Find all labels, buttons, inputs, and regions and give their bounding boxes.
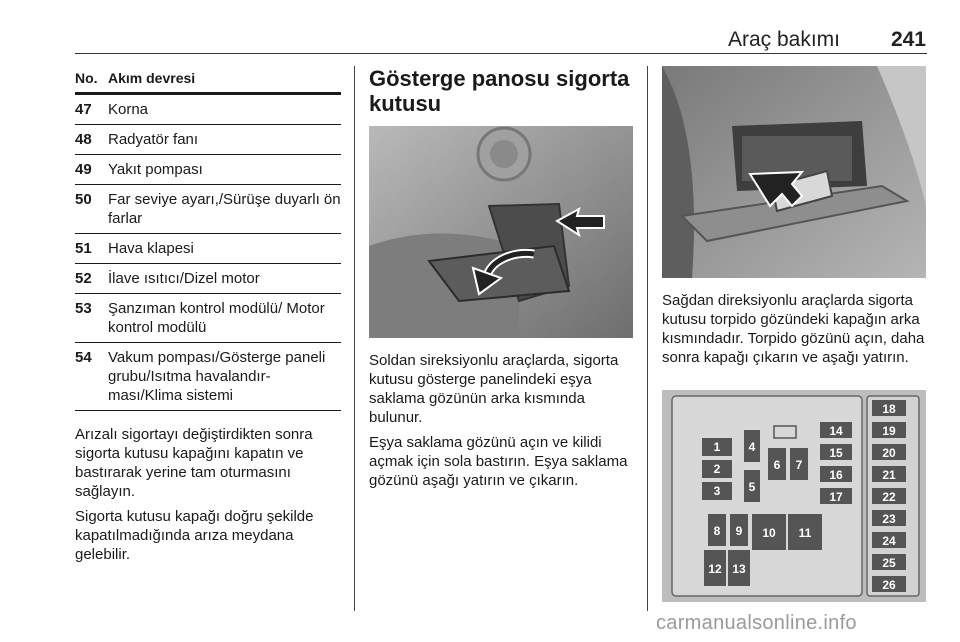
fuse-number: 53 bbox=[75, 300, 92, 317]
header-rule bbox=[75, 53, 927, 54]
fuse-number: 47 bbox=[75, 101, 92, 118]
fuse-circuit: Hava klapesi bbox=[108, 240, 194, 257]
fuse-number: 52 bbox=[75, 270, 92, 287]
fuse-label: 24 bbox=[882, 534, 896, 548]
fuse-label: 10 bbox=[762, 526, 776, 540]
table-row bbox=[75, 125, 341, 155]
glovebox-rhd-photo bbox=[662, 66, 926, 278]
fuse-label: 15 bbox=[829, 446, 843, 460]
fuse-circuit: Vakum pompası/Gösterge paneli grubu/Isıtma havalandır-ması/Klima sistemi bbox=[108, 349, 326, 404]
fuse-table-header bbox=[75, 64, 341, 95]
fuse-circuit: İlave ısıtıcı/Dizel motor bbox=[108, 270, 260, 287]
fuse-circuit: Radyatör fanı bbox=[108, 131, 199, 148]
fuse-number: 49 bbox=[75, 161, 92, 178]
fuse-number: 54 bbox=[75, 349, 92, 366]
fuse-circuit: Korna bbox=[108, 101, 149, 118]
paragraph: Arızalı sigortayı değiştirdikten sonra sigorta kutusu kapağını kapatın ve bastırarak yerine tam oturmasını sağlayın. bbox=[75, 426, 313, 500]
left-body-text bbox=[369, 351, 633, 490]
table-row bbox=[75, 95, 341, 125]
col-header-circuit: Akım devresi bbox=[108, 69, 196, 86]
column-divider-1 bbox=[354, 66, 355, 611]
paragraph: Eşya saklama gözünü açın ve kilidi açmak için sola bastırın. Eşya saklama gözünü aşağı yatırın ve çıkarın. bbox=[369, 434, 628, 489]
fuse-number: 51 bbox=[75, 240, 92, 257]
paragraph: Soldan sireksiyonlu araçlarda, sigorta kutusu gösterge panelindeki eşya saklama gözünün arka kısmında bulunur. bbox=[369, 352, 619, 426]
running-header-title: Araç bakımı bbox=[727, 28, 840, 51]
fuse-label: 26 bbox=[882, 578, 896, 592]
fuse-label: 19 bbox=[882, 424, 896, 438]
fuse-box-diagram bbox=[662, 390, 926, 602]
fuse-label: 20 bbox=[882, 446, 896, 460]
table-row bbox=[75, 155, 341, 185]
fuse-label: 17 bbox=[829, 490, 843, 504]
table-row bbox=[75, 264, 341, 294]
col1-paragraphs bbox=[75, 425, 341, 564]
fuse-label: 6 bbox=[773, 458, 781, 472]
table-row bbox=[75, 343, 341, 411]
fuse-label: 1 bbox=[713, 440, 721, 454]
fuse-label: 2 bbox=[713, 462, 721, 476]
table-row bbox=[75, 234, 341, 264]
fuse-circuit: Far seviye ayarı,/Sürüşe duyarlı ön farlar bbox=[108, 191, 341, 227]
fuse-table-column bbox=[75, 64, 341, 570]
fuse-label: 3 bbox=[713, 484, 721, 498]
col-header-no: No. bbox=[75, 69, 98, 86]
fuse-label: 11 bbox=[798, 526, 812, 540]
fuse-label: 25 bbox=[882, 556, 896, 570]
section-heading: Gösterge panosu sigorta kutusu bbox=[369, 66, 630, 116]
right-body-text bbox=[662, 291, 926, 367]
watermark: carmanualsonline.info bbox=[656, 612, 857, 634]
fuse-number: 48 bbox=[75, 131, 92, 148]
fuse-label: 9 bbox=[735, 524, 743, 538]
fuse-label: 23 bbox=[882, 512, 896, 526]
fuse-label: 4 bbox=[748, 440, 756, 454]
table-row bbox=[75, 294, 341, 343]
glovebox-lhd-photo bbox=[369, 126, 633, 338]
fuse-label: 5 bbox=[748, 480, 756, 494]
fuse-label: 12 bbox=[708, 562, 722, 576]
paragraph: Sigorta kutusu kapağı doğru şekilde kapatılmadığında arıza meydana gelebilir. bbox=[75, 508, 314, 563]
fuse-circuit: Yakıt pompası bbox=[108, 161, 203, 178]
fuse-circuit: Şanzıman kontrol modülü/ Motor kontrol modülü bbox=[108, 300, 325, 336]
fuse-label: 13 bbox=[732, 562, 746, 576]
section-column-left bbox=[369, 66, 633, 496]
page-number: 241 bbox=[890, 28, 926, 51]
paragraph: Sağdan direksiyonlu araçlarda sigorta kutusu torpido gözündeki kapağın arka kısmındadır. Torpido gözünü açın, daha sonra kapağı çıkarın ve aşağı yatırın. bbox=[662, 292, 925, 366]
fuse-label: 7 bbox=[795, 458, 803, 472]
column-divider-2 bbox=[647, 66, 648, 611]
section-column-right bbox=[662, 66, 926, 373]
fuse-label: 21 bbox=[882, 468, 896, 482]
fuse-label: 16 bbox=[829, 468, 843, 482]
fuse-label: 14 bbox=[829, 424, 843, 438]
fuse-label: 8 bbox=[713, 524, 721, 538]
table-row bbox=[75, 185, 341, 234]
fuse-number: 50 bbox=[75, 191, 92, 208]
fuse-label: 18 bbox=[882, 402, 896, 416]
fuse-label: 22 bbox=[882, 490, 896, 504]
